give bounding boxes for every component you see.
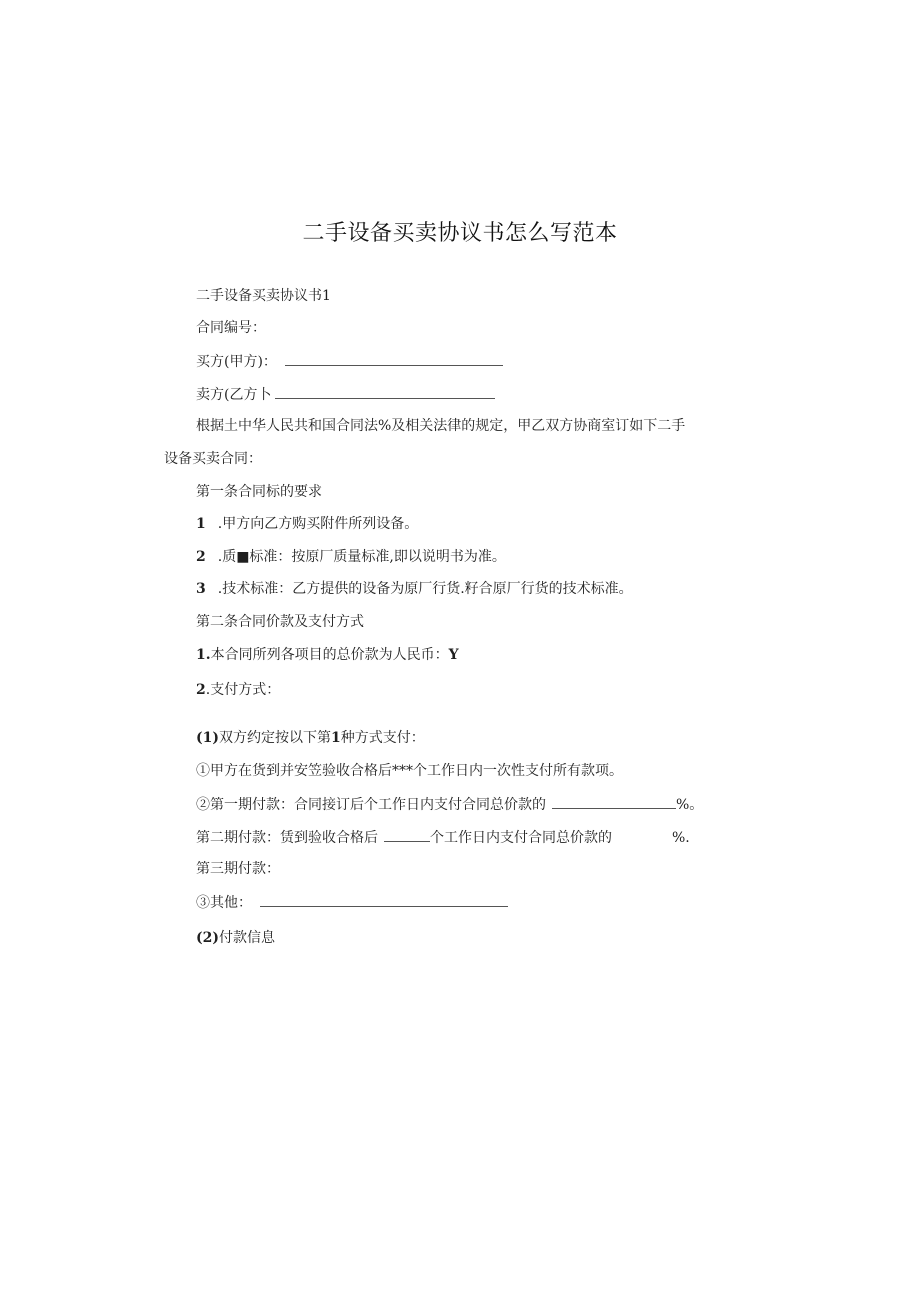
- item-text: .甲方向乙方购买附件所列设备。: [217, 516, 419, 532]
- total-price-line: [196, 645, 459, 665]
- seller-label: 卖方(乙方卜: [196, 387, 272, 403]
- item-number: 1: [196, 516, 206, 532]
- option-number: (2): [196, 930, 219, 946]
- article-1-item-3: [196, 579, 633, 599]
- option-text: 付款信息: [219, 930, 275, 946]
- item-text: .质■标准：按原厂质量标准,即以说明书为准。: [217, 549, 506, 565]
- contract-number-label: 合同编号：: [196, 320, 266, 336]
- phase-2-line: [196, 827, 690, 848]
- price-text: 本合同所列各项目的总价款为人民币：: [210, 647, 449, 663]
- phase-3-line: 第三期付款：: [196, 861, 280, 877]
- article-1-item-1: [196, 514, 418, 534]
- method-2-text: ②第一期付款：合同接订后个工作日内支付合同总价款的: [196, 797, 546, 813]
- option-choice: 1: [331, 730, 341, 746]
- payment-method-label: .支付方式：: [205, 682, 281, 698]
- option-number: (1): [196, 730, 219, 746]
- other-line: [196, 892, 508, 913]
- phase-2-days-blank: [384, 827, 430, 842]
- payment-option-1: [196, 728, 425, 748]
- phase-2-text: 第二期付款：赁到验收合格后: [196, 830, 378, 846]
- method-2-percent-sign: %。: [676, 797, 704, 813]
- method-2-line: [196, 794, 703, 815]
- page-title: 二手设备买卖协议书怎么写范本: [302, 221, 618, 246]
- intro-paragraph-line-1: 根据土中华人民共和国合同法%及相关法律的规定，甲乙双方协商室订如下二手: [196, 418, 686, 434]
- item-number: 3: [196, 581, 206, 597]
- phase-2-percent-sign: %.: [672, 830, 690, 846]
- item-number: 1.: [196, 647, 211, 663]
- method-2-percent-blank: [552, 794, 676, 809]
- intro-paragraph-line-2: 设备买卖合同：: [164, 451, 262, 467]
- other-label: ③其他：: [196, 895, 252, 911]
- buyer-blank: [285, 351, 503, 366]
- seller-line: [196, 384, 495, 405]
- buyer-label: 买方(甲方)：: [196, 354, 277, 370]
- payment-method-line: [196, 680, 280, 700]
- item-text: .技术标准：乙方提供的设备为原厂行货.籽合原厂行货的技术标准。: [217, 581, 633, 597]
- article-1-item-2: [196, 547, 506, 567]
- currency-symbol: Y: [448, 647, 459, 663]
- other-blank: [260, 892, 508, 907]
- article-2-heading: 第二条合同价款及支付方式: [196, 614, 364, 630]
- item-number: 2: [196, 549, 206, 565]
- method-1-line: ①甲方在货到并安笠验收合格后***个工作日内一次性支付所有款项。: [196, 763, 623, 779]
- option-text-c: 种方式支付：: [340, 730, 425, 746]
- article-1-heading: 第一条合同标的要求: [196, 484, 322, 500]
- document-subtitle: 二手设备买卖协议书1: [196, 288, 331, 304]
- option-text-a: 双方约定按以下第: [219, 730, 331, 746]
- payment-option-2: [196, 928, 275, 948]
- buyer-line: [196, 351, 503, 372]
- seller-blank: [275, 384, 495, 399]
- phase-2-mid-text: 个工作日内支付合同总价款的: [430, 830, 612, 846]
- item-number: 2: [196, 682, 206, 698]
